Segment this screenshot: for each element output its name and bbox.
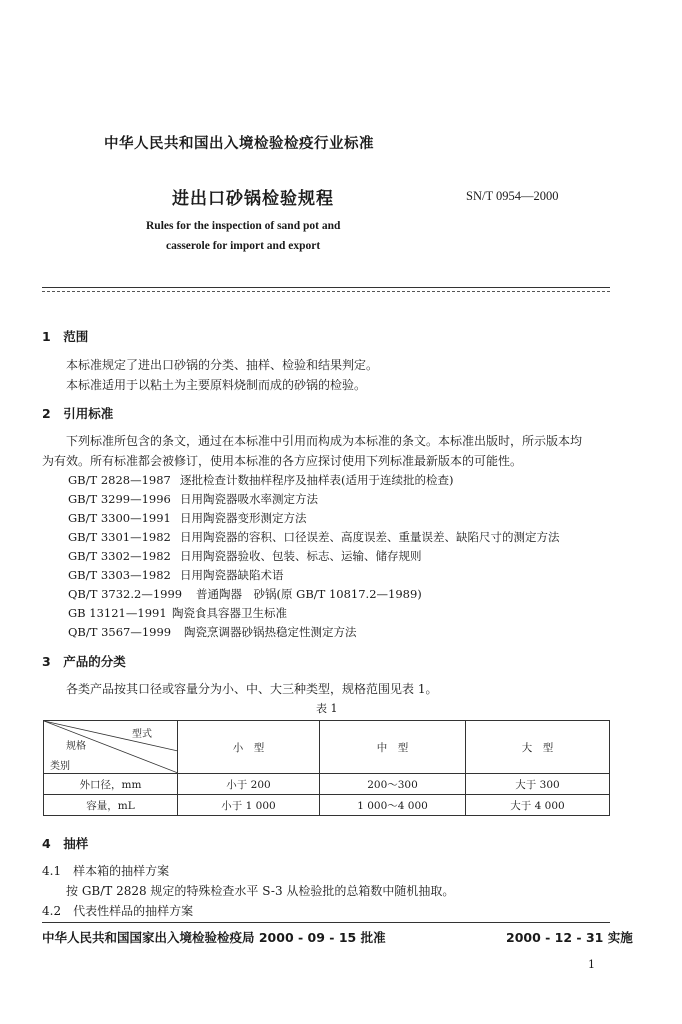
table-caption: 表 1 bbox=[316, 702, 338, 715]
english-title-line2: casserole for import and export bbox=[166, 240, 321, 252]
reference-item bbox=[68, 548, 422, 564]
header-divider-top bbox=[42, 287, 610, 288]
reference-title: 日用陶瓷器变形测定方法 bbox=[180, 511, 307, 525]
section-2-paragraph-line2: 为有效。所有标准都会被修订，使用本标准的各方应探讨使用下列标准最新版本的可能性。 bbox=[42, 454, 523, 468]
corner-label-category: 类别 bbox=[50, 761, 70, 772]
reference-item bbox=[68, 491, 318, 507]
reference-code: GB 13121—1991 bbox=[68, 606, 167, 620]
table-cell: 大于 300 bbox=[466, 774, 610, 795]
section-3-heading: 3 产品的分类 bbox=[42, 654, 126, 669]
subsection-4-1-text: 按 GB/T 2828 规定的特殊检查水平 S-3 从检验批的总箱数中随机抽取。 bbox=[66, 884, 455, 898]
reference-code: GB/T 3301—1982 bbox=[68, 530, 171, 544]
row-label: 容量，mL bbox=[44, 795, 178, 816]
column-header: 大 型 bbox=[466, 721, 610, 774]
column-header: 中 型 bbox=[320, 721, 466, 774]
corner-label-type: 型式 bbox=[132, 729, 152, 740]
table-header-row bbox=[44, 721, 610, 774]
subsection-4-1-heading: 4.1 样本箱的抽样方案 bbox=[42, 864, 170, 878]
corner-label-spec: 规格 bbox=[66, 741, 86, 752]
table-cell: 大于 4 000 bbox=[466, 795, 610, 816]
reference-title: 陶瓷烹调器砂锅热稳定性测定方法 bbox=[184, 625, 357, 639]
reference-title: 日用陶瓷器吸水率测定方法 bbox=[180, 492, 318, 506]
section-1-paragraph-2: 本标准适用于以粘土为主要原料烧制而成的砂锅的检验。 bbox=[66, 378, 367, 392]
reference-title: 日用陶瓷器的容积、口径误差、高度误差、重量误差、缺陷尺寸的测定方法 bbox=[180, 530, 560, 544]
reference-title: 日用陶瓷器缺陷术语 bbox=[180, 568, 284, 582]
reference-title: 普通陶器 砂锅(原 GB/T 10817.2—1989) bbox=[196, 587, 422, 601]
footer-divider bbox=[42, 922, 610, 923]
reference-item bbox=[68, 586, 422, 602]
section-2-paragraph-line1: 下列标准所包含的条文，通过在本标准中引用而构成为本标准的条文。本标准出版时，所示版本均 bbox=[66, 434, 583, 448]
row-label: 外口径，mm bbox=[44, 774, 178, 795]
reference-item bbox=[68, 529, 560, 545]
reference-code: GB/T 2828—1987 bbox=[68, 473, 171, 487]
reference-code: GB/T 3302—1982 bbox=[68, 549, 171, 563]
issuing-agency: 中华人民共和国出入境检验检疫行业标准 bbox=[104, 136, 374, 152]
reference-code: GB/T 3300—1991 bbox=[68, 511, 171, 525]
table-cell: 1 000～4 000 bbox=[320, 795, 466, 816]
reference-item bbox=[68, 567, 284, 583]
spec-table bbox=[43, 720, 610, 816]
approval-statement: 中华人民共和国国家出入境检验检疫局 2000 - 09 - 15 批准 bbox=[42, 930, 386, 945]
reference-code: GB/T 3299—1996 bbox=[68, 492, 171, 506]
table-cell: 小于 200 bbox=[178, 774, 320, 795]
header-divider-bottom bbox=[42, 291, 610, 292]
reference-title: 日用陶瓷器验收、包装、标志、运输、储存规则 bbox=[180, 549, 422, 563]
reference-item bbox=[68, 472, 453, 488]
reference-item bbox=[68, 605, 287, 621]
column-header: 小 型 bbox=[178, 721, 320, 774]
reference-code: QB/T 3732.2—1999 bbox=[68, 587, 183, 601]
reference-code: GB/T 3303—1982 bbox=[68, 568, 171, 582]
table-row bbox=[44, 795, 610, 816]
subsection-4-2-heading: 4.2 代表性样品的抽样方案 bbox=[42, 904, 194, 918]
section-1-paragraph-1: 本标准规定了进出口砂锅的分类、抽样、检验和结果判定。 bbox=[66, 358, 379, 372]
document-title: 进出口砂锅检验规程 bbox=[172, 189, 334, 209]
section-2-heading: 2 引用标准 bbox=[42, 406, 114, 421]
table-cell: 小于 1 000 bbox=[178, 795, 320, 816]
table-corner-cell bbox=[44, 721, 178, 774]
section-3-paragraph: 各类产品按其口径或容量分为小、中、大三种类型，规格范围见表 1。 bbox=[66, 682, 438, 696]
english-title-line1: Rules for the inspection of sand pot and bbox=[146, 220, 341, 232]
reference-code: QB/T 3567—1999 bbox=[68, 625, 172, 639]
page-number: 1 bbox=[588, 958, 595, 971]
standard-code: SN/T 0954—2000 bbox=[466, 189, 559, 203]
reference-title: 陶瓷食具容器卫生标准 bbox=[172, 606, 287, 620]
section-1-heading: 1 范围 bbox=[42, 329, 89, 344]
table-cell: 200～300 bbox=[320, 774, 466, 795]
reference-item bbox=[68, 624, 357, 640]
reference-item bbox=[68, 510, 307, 526]
table-row bbox=[44, 774, 610, 795]
section-4-heading: 4 抽样 bbox=[42, 836, 89, 851]
implementation-date: 2000 - 12 - 31 实施 bbox=[506, 930, 633, 945]
reference-title: 逐批检查计数抽样程序及抽样表(适用于连续批的检查) bbox=[180, 473, 454, 487]
